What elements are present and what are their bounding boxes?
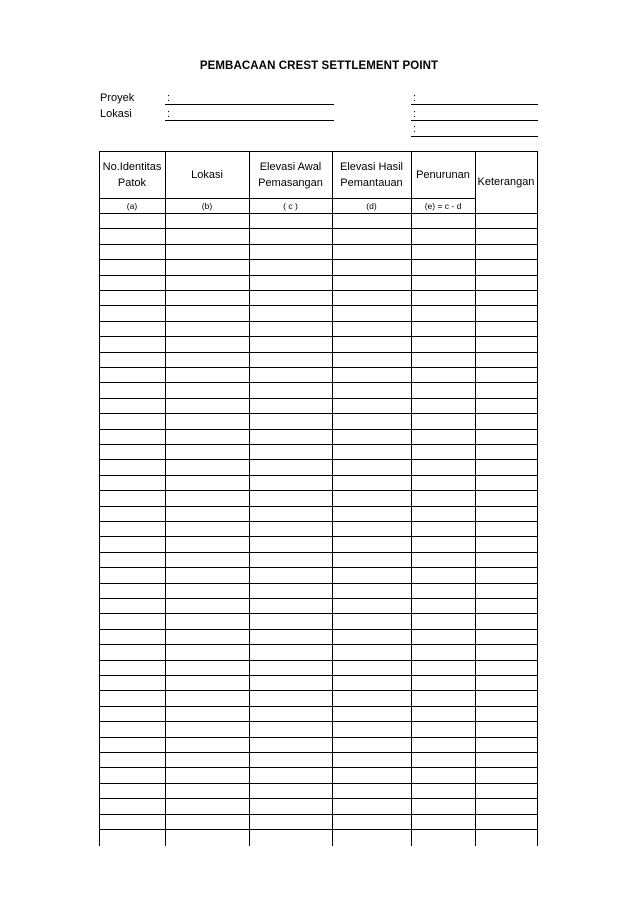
table-row[interactable] bbox=[99, 352, 538, 368]
proyek-input-line[interactable] bbox=[165, 104, 334, 105]
table-row[interactable] bbox=[99, 336, 538, 352]
table-row[interactable] bbox=[99, 321, 538, 337]
right-field-2-colon: : bbox=[413, 108, 417, 120]
table-row[interactable] bbox=[99, 629, 538, 645]
right-field-1-line[interactable] bbox=[411, 104, 538, 105]
table-row[interactable] bbox=[99, 475, 538, 491]
table-row[interactable] bbox=[99, 521, 538, 537]
col-header-elevasi-hasil: Elevasi Hasil Pemantauan bbox=[340, 160, 403, 189]
table-row[interactable] bbox=[99, 583, 538, 599]
lokasi-input-line[interactable] bbox=[165, 120, 334, 121]
lokasi-label: Lokasi bbox=[100, 108, 132, 120]
col-header-no-identitas: No.Identitas Patok bbox=[102, 160, 162, 189]
table-row[interactable] bbox=[99, 675, 538, 691]
table-row[interactable] bbox=[99, 613, 538, 629]
table-row[interactable] bbox=[99, 567, 538, 583]
table-row[interactable] bbox=[99, 506, 538, 522]
table-row[interactable] bbox=[99, 382, 538, 398]
table-row[interactable] bbox=[99, 783, 538, 799]
col-sub-e: (e) = c - d bbox=[424, 200, 462, 211]
table-row[interactable] bbox=[99, 737, 538, 753]
col-header-elevasi-awal: Elevasi Awal Pemasangan bbox=[258, 160, 323, 189]
col-sub-a: (a) bbox=[126, 200, 138, 211]
table-row[interactable] bbox=[99, 767, 538, 783]
table-row[interactable] bbox=[99, 444, 538, 460]
table-row[interactable] bbox=[99, 275, 538, 291]
table-row[interactable] bbox=[99, 305, 538, 321]
table-row[interactable] bbox=[99, 367, 538, 383]
form-title: PEMBACAAN CREST SETTLEMENT POINT bbox=[199, 60, 439, 72]
settlement-table bbox=[99, 151, 538, 846]
table-row[interactable] bbox=[99, 259, 538, 275]
col-header-keterangan: Keterangan bbox=[477, 176, 535, 188]
right-field-3-colon: : bbox=[413, 123, 417, 135]
table-row[interactable] bbox=[99, 752, 538, 768]
table-row[interactable] bbox=[99, 814, 538, 830]
proyek-colon: : bbox=[167, 92, 171, 104]
table-row[interactable] bbox=[99, 290, 538, 306]
table-row[interactable] bbox=[99, 459, 538, 475]
table-row[interactable] bbox=[99, 706, 538, 722]
col-header-penurunan: Penurunan bbox=[416, 168, 470, 181]
col-sub-d: (d) bbox=[366, 200, 377, 211]
proyek-label: Proyek bbox=[100, 92, 135, 104]
table-row[interactable] bbox=[99, 721, 538, 737]
col-sub-c: ( c ) bbox=[283, 200, 298, 211]
table-row[interactable] bbox=[99, 829, 538, 845]
table-row[interactable] bbox=[99, 244, 538, 260]
lokasi-colon: : bbox=[167, 108, 171, 120]
table-row[interactable] bbox=[99, 429, 538, 445]
table-row[interactable] bbox=[99, 413, 538, 429]
col-header-lokasi: Lokasi bbox=[191, 168, 223, 181]
table-row[interactable] bbox=[99, 398, 538, 414]
table-row[interactable] bbox=[99, 536, 538, 552]
table-row[interactable] bbox=[99, 598, 538, 614]
table-row[interactable] bbox=[99, 660, 538, 676]
col-sub-b: (b) bbox=[201, 200, 213, 211]
table-row[interactable] bbox=[99, 213, 538, 228]
table-row[interactable] bbox=[99, 644, 538, 660]
table-row[interactable] bbox=[99, 490, 538, 506]
right-field-1-colon: : bbox=[413, 92, 417, 104]
right-field-3-line[interactable] bbox=[411, 136, 538, 137]
table-row[interactable] bbox=[99, 690, 538, 706]
table-row[interactable] bbox=[99, 228, 538, 244]
table-row[interactable] bbox=[99, 798, 538, 814]
table-row[interactable] bbox=[99, 552, 538, 568]
right-field-2-line[interactable] bbox=[411, 120, 538, 121]
